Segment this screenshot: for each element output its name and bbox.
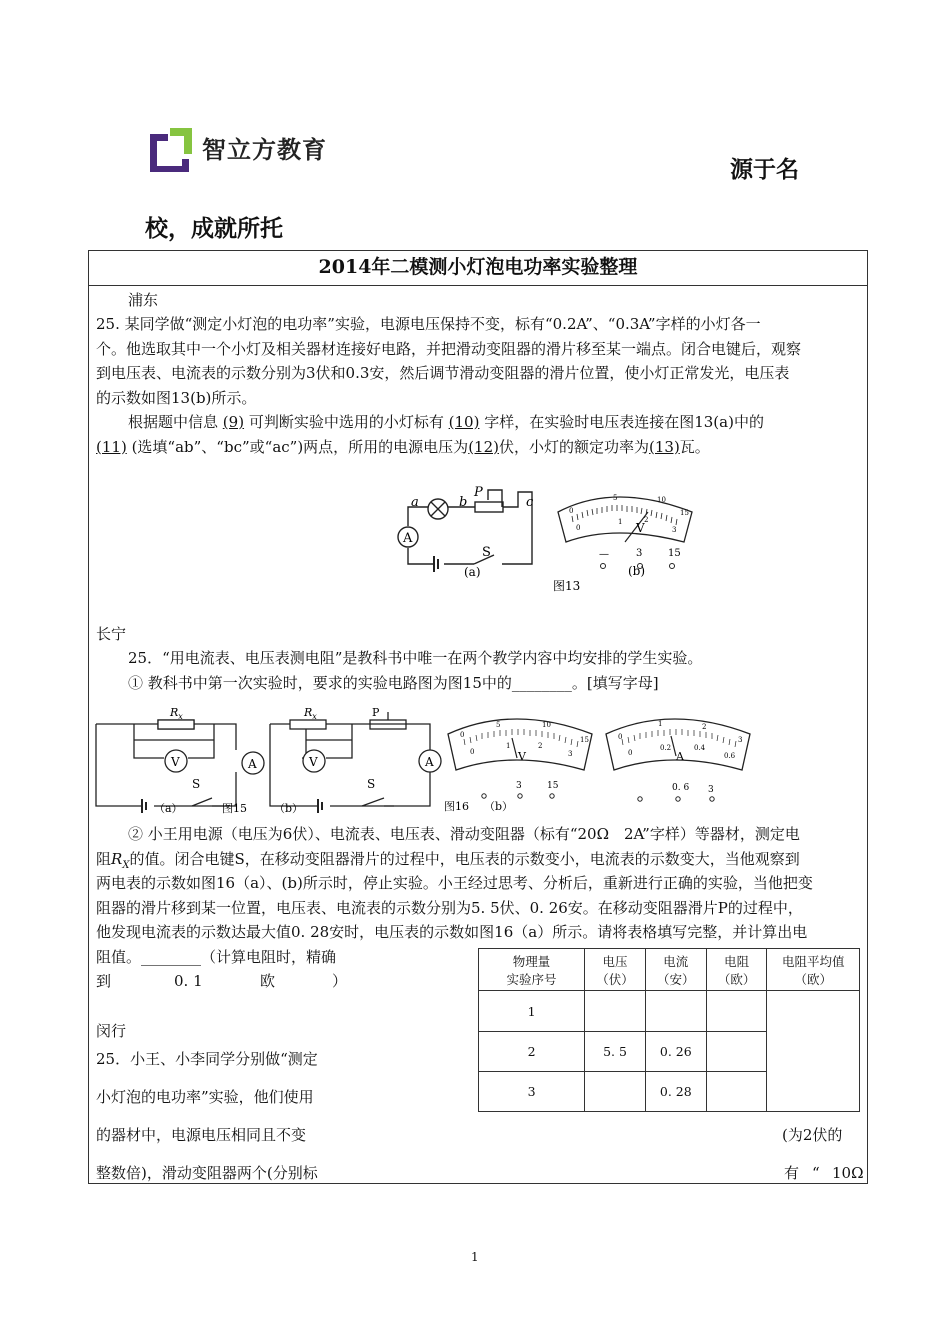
- a16-bottom-02: 0.2: [660, 744, 672, 752]
- minhang-line-2: 小灯泡的电功率”实验，他们使用: [96, 1088, 314, 1106]
- a16-bottom-04: 0.4: [694, 744, 706, 752]
- point-c-label: c: [526, 495, 534, 510]
- minhang-right-1: (为2伏的: [782, 1126, 843, 1144]
- blank-13: (13): [649, 437, 680, 456]
- changning-sub-1: ① 教科书中第一次实验时，要求的实验电路图为图15中的________。[填写字母]: [128, 673, 659, 692]
- vscale-top-5: 5: [613, 494, 618, 502]
- minhang-right-2a: 有: [784, 1164, 800, 1182]
- changning-sub2-line-1: ② 小王用电源（电压为6伏）、电流表、电压表、滑动变阻器（标有“20Ω 2A”字样）等器材，测定电: [128, 825, 800, 843]
- pudong-line-3: 到电压表、电流表的示数分别为3伏和0.3安，然后调节滑动变阻器的滑片位置，使小灯正常发光，电压表: [96, 364, 790, 382]
- a-label-a: A: [248, 757, 257, 771]
- subfigure-b-label: (b): [628, 564, 646, 578]
- fill-text: 字样，在实验时电压表连接在图13(a)中的: [484, 413, 764, 431]
- figure-13-caption: 图13: [553, 579, 581, 593]
- a16-term-06: 0. 6: [672, 783, 690, 793]
- table-header-row: [479, 949, 860, 991]
- fig15-caption: 图15: [222, 802, 247, 815]
- page-title: 2014年二模测小灯泡电功率实验整理: [88, 250, 868, 286]
- pudong-fill-line-2: [96, 435, 710, 460]
- fig16-caption: 图16: [444, 800, 469, 813]
- v16-term-15: 15: [547, 781, 559, 791]
- a16-bottom-06: 0.6: [724, 752, 736, 760]
- figure-15: [94, 702, 446, 818]
- a16-term-3: 3: [708, 785, 714, 795]
- header-cell: 电压 （伏）: [585, 949, 646, 991]
- s-label-b: S: [367, 777, 376, 791]
- text-chunk: 到: [96, 972, 112, 990]
- pudong-line-2: 个。他选取其中一个小灯及相关器材连接好电路，并把滑动变阻器的滑片移至某一端点。闭合电键后，观察: [96, 339, 802, 358]
- a16-symbol: A: [676, 750, 684, 763]
- a16-bottom-0: 0: [628, 749, 633, 757]
- minhang-line-3: 的器材中，电源电压相同且不变: [96, 1126, 307, 1144]
- cell-u: [585, 1072, 646, 1112]
- vscale-top-0: 0: [569, 507, 574, 515]
- fill-text: 瓦。: [679, 437, 710, 456]
- subfigure-a-label: (a): [464, 565, 481, 579]
- fig15-sub-a: （a）: [154, 802, 183, 815]
- figure-13: [380, 482, 700, 598]
- cell-i: 0. 26: [645, 1032, 706, 1072]
- rx-label-b: $R_x$: [304, 706, 317, 721]
- district-minhang: 闵行: [96, 1022, 127, 1040]
- cell-n: 2: [479, 1032, 585, 1072]
- changning-sub2-line-5: 他发现电流表的示数达最大值0. 28安时，电压表的示数如图16（a）所示。请将表格填写完整，并计算出电: [96, 923, 808, 941]
- vscale-top-10: 10: [657, 496, 666, 504]
- vscale-top-15: 15: [680, 509, 689, 517]
- v16-bottom-0: 0: [470, 748, 475, 756]
- vscale-bottom-1: 1: [618, 518, 623, 526]
- header-cell: 电阻平均值 （欧）: [767, 949, 860, 991]
- minhang-line-4: 整数倍)，滑动变阻器两个(分别标: [96, 1164, 318, 1182]
- v16-bottom-2: 2: [538, 742, 543, 750]
- rx-symbol: $R_X$: [111, 849, 130, 871]
- rx-label-a: $R_x$: [170, 706, 183, 721]
- p-label: P: [372, 706, 380, 719]
- text-chunk: 欧: [260, 972, 276, 990]
- cell-r: [706, 1032, 767, 1072]
- cell-u: 5. 5: [585, 1032, 646, 1072]
- changning-sub2-line-6: 阻值。________（计算电阻时，精确: [96, 947, 337, 966]
- v16-bottom-3: 3: [568, 750, 573, 758]
- a16-top-0: 0: [618, 733, 623, 741]
- a16-top-2: 2: [702, 723, 707, 731]
- vscale-bottom-3: 3: [672, 526, 677, 534]
- motto-part1: 源于名: [730, 157, 799, 183]
- changning-sub2-line-4: 阻器的滑片移到某一位置，电压表、电流表的示数分别为5. 5伏、0. 26安。在移动变阻器滑片P的过程中，: [96, 898, 803, 917]
- cell-n: 1: [479, 991, 585, 1032]
- pudong-fill-line-1: [128, 410, 764, 435]
- changning-sub2-line-3: 两电表的示数如图16（a）、(b)所示时，停止实验。小王经过思考、分析后，重新进行正确的实验，当他把变: [96, 874, 813, 892]
- cell-r: [706, 1072, 767, 1112]
- fill-text: 伏，小灯的额定功率为: [498, 437, 649, 456]
- v-label-b: V: [309, 755, 318, 769]
- fig15-sub-b: （b）: [274, 802, 304, 815]
- point-a-label: a: [411, 495, 419, 510]
- district-pudong: 浦东: [128, 291, 159, 309]
- text-chunk: ）: [332, 972, 348, 990]
- v16-top-5: 5: [496, 721, 501, 729]
- district-changning: 长宁: [96, 625, 127, 643]
- v16-symbol: V: [518, 750, 526, 763]
- figure-16: [444, 712, 756, 818]
- cell-u: [585, 991, 646, 1032]
- cell-avg: [767, 991, 860, 1112]
- minhang-right-2b: “: [812, 1164, 820, 1182]
- cell-i: 0. 28: [645, 1072, 706, 1112]
- v16-top-0: 0: [460, 731, 465, 739]
- v16-term-3: 3: [516, 781, 522, 791]
- a16-top-1: 1: [658, 720, 663, 728]
- logo-text: 智立方教育: [202, 136, 327, 164]
- fill-text: 根据题中信息: [128, 413, 219, 431]
- ammeter-label: A: [403, 531, 413, 546]
- fill-text: 可判断实验中选用的小灯标有: [248, 413, 444, 431]
- fill-text: (选填“ab”、“bc”或“ac”)两点，所用的电源电压为: [131, 437, 469, 456]
- blank-9: (9): [222, 413, 245, 431]
- v16-top-10: 10: [542, 721, 551, 729]
- terminal-minus: —: [599, 549, 609, 560]
- s-label-a: S: [192, 777, 201, 791]
- page-number: 1: [471, 1250, 479, 1264]
- vscale-bottom-0: 0: [576, 524, 581, 532]
- logo-mark-icon: [146, 128, 194, 172]
- switch-label: S: [482, 545, 491, 560]
- vscale-bottom-2: 2: [644, 516, 649, 524]
- text-chunk: 阻: [96, 849, 112, 868]
- cell-r: [706, 991, 767, 1032]
- v-label-a: V: [171, 755, 180, 769]
- pudong-line-1: 25. 某同学做“测定小灯泡的电功率”实验，电源电压保持不变，标有“0.2A”、“0.3A”字样的小灯各一: [96, 315, 761, 333]
- blank-11: (11): [96, 437, 127, 456]
- text-chunk: 0. 1: [174, 972, 203, 990]
- table-row: [479, 991, 860, 1032]
- cell-n: 3: [479, 1072, 585, 1112]
- motto-part2: 校，成就所托: [145, 216, 283, 242]
- point-b-label: b: [459, 495, 468, 510]
- header-cell: 电阻 （欧）: [706, 949, 767, 991]
- slider-p-label: P: [474, 485, 483, 500]
- terminal-15: 15: [668, 548, 681, 559]
- header-cell: 电流 （安）: [645, 949, 706, 991]
- header-cell: 物理量 实验序号: [479, 949, 585, 991]
- voltmeter-symbol: V: [636, 521, 645, 535]
- a-label-b: A: [425, 755, 434, 769]
- blank-10: (10): [448, 413, 480, 431]
- terminal-3: 3: [636, 548, 643, 559]
- a16-top-3: 3: [738, 736, 743, 744]
- text-chunk: 的值。闭合电键S，在移动变阻器滑片的过程中，电压表的示数变小，电流表的示数变大，当他观察到: [129, 849, 800, 868]
- minhang-right-2c: 10Ω: [832, 1164, 864, 1182]
- v16-bottom-1: 1: [506, 742, 511, 750]
- blank-12: (12): [468, 437, 499, 456]
- cell-i: [645, 991, 706, 1032]
- resistor-rx-b-icon: [290, 720, 326, 729]
- minhang-line-1: 25．小王、小李同学分别做“测定: [96, 1050, 318, 1068]
- pudong-line-4: 的示数如图13(b)所示。: [96, 388, 257, 407]
- v16-top-15: 15: [580, 736, 589, 744]
- fig16-sub-b: （b）: [484, 800, 514, 813]
- data-table: [478, 948, 860, 1112]
- changning-line-1: 25．“用电流表、电压表测电阻”是教科书中唯一在两个教学内容中均安排的学生实验。: [128, 649, 703, 667]
- rheostat-icon: [475, 502, 503, 512]
